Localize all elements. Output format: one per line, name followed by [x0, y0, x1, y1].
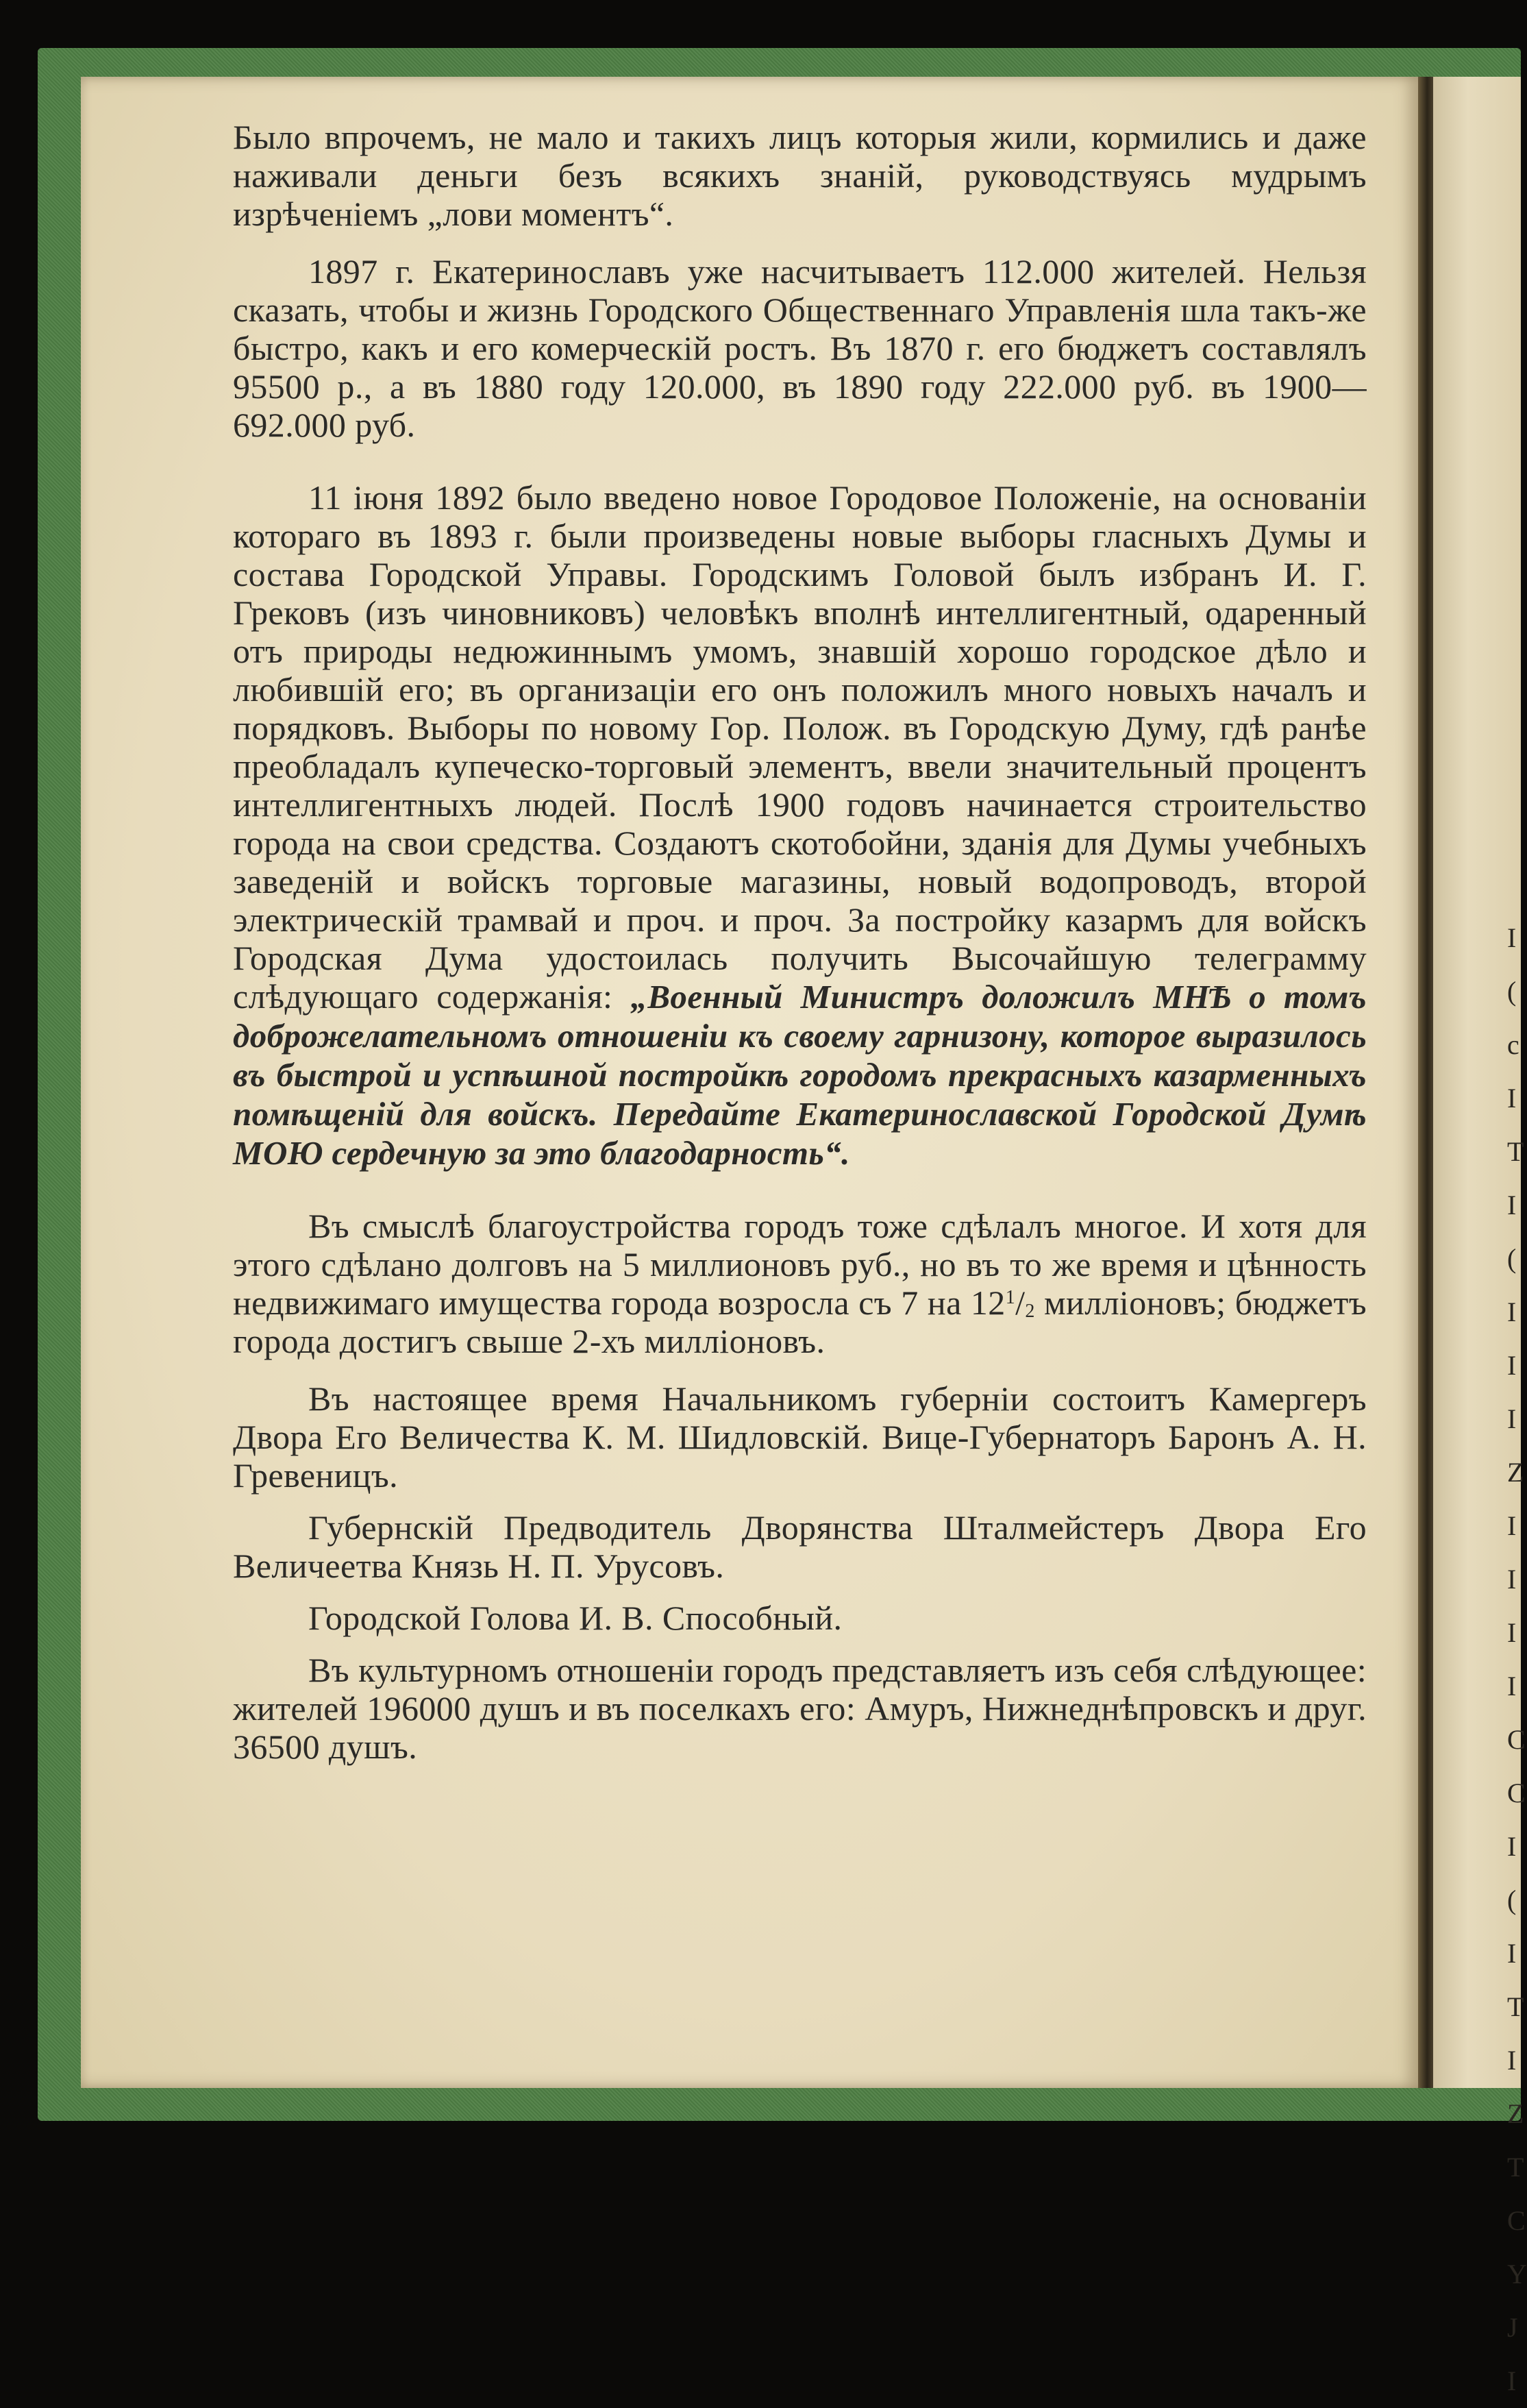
- page-text: [233, 118, 1367, 1780]
- adjacent-page-letter: c: [1507, 1029, 1519, 1060]
- adjacent-page-letter: I: [1507, 1510, 1517, 1541]
- adjacent-page-letters: [1507, 911, 1527, 2408]
- paragraph-2: 1897 г. Екатеринославъ уже насчитываетъ 112.000 жителей. Нельзя сказать, чтобы и жизнь Городского Общественнаго Управленія шла такъ-же быстро, какъ и его комерческій ростъ. Въ 1870 г. его бюджетъ составлялъ 95500 р., а въ 1880 году 120.000, въ 1890 году 222.000 руб. въ 1900— 692.000 руб.: [233, 252, 1367, 444]
- adjacent-page-letter: I: [1507, 1083, 1517, 1114]
- book-gutter: [1418, 77, 1433, 2088]
- paragraph-3-text: 11 іюня 1892 было введено новое Городовое Положеніе, на основаніи котораго въ 1893 г. были произведены новые выборы гласныхъ Думы и состава Городской Управы. Городскимъ Головой былъ избранъ И. Г. Грековъ (изъ чиновниковъ) человѣкъ вполнѣ интеллигентный, одаренный отъ природы недюжиннымъ умомъ, знавшій хорошо городское дѣло и любившій его; въ организаціи его онъ положилъ много новыхъ началъ и порядковъ. Выборы по новому Гор. Полож. въ Городскую Думу, гдѣ ранѣе преобладалъ купеческо-торговый элементъ, ввели значительный процентъ интеллигентныхъ людей. Послѣ 1900 годовъ начинается строительство города на свои средства. Создаютъ скотобойни, зданія для Думы учебныхъ заведеній и войскъ торговые магазины, новый водопроводъ, второй электрическій трамвай и проч. и проч. За постройку казармъ для войскъ Городская Дума удостоилась получить Высочайшую телеграмму слѣдующаго содержанія:: [233, 478, 1367, 1016]
- adjacent-page-letter: I: [1507, 1831, 1517, 1862]
- adjacent-page-letter: (: [1507, 976, 1517, 1007]
- paragraph-7: Городской Голова И. В. Способный.: [308, 1599, 843, 1637]
- adjacent-page-letter: I: [1507, 1350, 1517, 1381]
- telegram-quote: „Военный Министръ доложилъ МНѢ о томъ доброжелательномъ отношеніи къ своему гарнизону, которое выразилось въ быстрой и успѣшной постройкѣ городомъ прекрасныхъ казарменныхъ помѣщеній для войскъ. Передайте Екатеринославской Городской Думѣ МОЮ сердечную за это благодарность“.: [233, 978, 1367, 1172]
- paragraph-4-text-after: милліоновъ; бюджетъ города достигъ свыше 2-хъ милліоновъ.: [233, 1283, 1367, 1360]
- adjacent-page-letter: I: [1507, 1564, 1517, 1595]
- adjacent-page-letter: J: [1507, 2312, 1518, 2343]
- adjacent-page-letter: Z: [1507, 2098, 1524, 2129]
- paragraph-4: [233, 1207, 1367, 1360]
- adjacent-page-letter: (: [1507, 1243, 1517, 1274]
- paragraph-3: [233, 478, 1367, 1172]
- adjacent-page-letter: I: [1507, 2045, 1517, 2076]
- adjacent-page-letter: T: [1507, 2152, 1524, 2183]
- fraction-numerator: 1: [1005, 1287, 1016, 1308]
- paragraph-1: Было впрочемъ, не мало и такихъ лицъ которыя жили, кормились и даже наживали деньги безъ всякихъ знаній, руководствуясь мудрымъ изрѣченіемъ „лови моментъ“.: [233, 118, 1367, 233]
- paragraph-6: Губернскій Предводитель Дворянства Шталмейстеръ Двора Его Величеетва Князь Н. П. Урусовъ.: [233, 1508, 1367, 1585]
- adjacent-page-letter: I: [1507, 922, 1517, 953]
- adjacent-page-letter: Z: [1507, 1457, 1524, 1488]
- adjacent-page-letter: C: [1507, 1778, 1526, 1808]
- adjacent-page-letter: C: [1507, 2205, 1526, 2236]
- adjacent-page-letter: I: [1507, 1671, 1517, 1701]
- adjacent-page-letter: T: [1507, 1991, 1524, 2022]
- paragraph-8: Въ культурномъ отношеніи городъ представляетъ изъ себя слѣдующее: жителей 196000 душъ и въ поселкахъ его: Амуръ, Нижнеднѣпровскъ и друг. 36500 душъ.: [233, 1651, 1367, 1766]
- paragraph-4-text-before: Въ смыслѣ благоустройства городъ тоже сдѣлалъ многое. И хотя для этого сдѣлано долговъ на 5 миллионовъ руб., но въ то же время и цѣнность недвижимаго имущества города возросла съ 7 на 12: [233, 1207, 1367, 1322]
- adjacent-page-letter: (: [1507, 1884, 1517, 1915]
- adjacent-page-letter: I: [1507, 1297, 1517, 1327]
- fraction-denominator: 2: [1025, 1301, 1035, 1322]
- adjacent-page-letter: I: [1507, 1190, 1517, 1220]
- adjacent-page-letter: I: [1507, 1617, 1517, 1648]
- adjacent-page-letter: C: [1507, 1724, 1526, 1755]
- adjacent-page-letter: I: [1507, 2366, 1517, 2396]
- fraction: $^1/_2$: [1005, 1283, 1035, 1322]
- adjacent-page-letter: Y: [1507, 2259, 1527, 2289]
- adjacent-page-letter: I: [1507, 1938, 1517, 1969]
- adjacent-page-letter: T: [1507, 1136, 1524, 1167]
- paragraph-5: Въ настоящее время Начальникомъ губерніи состоитъ Камергеръ Двора Его Величества К. М. Шидловскій. Вице-Губернаторъ Баронъ А. Н. Гревеницъ.: [233, 1379, 1367, 1495]
- adjacent-page-letter: I: [1507, 1403, 1517, 1434]
